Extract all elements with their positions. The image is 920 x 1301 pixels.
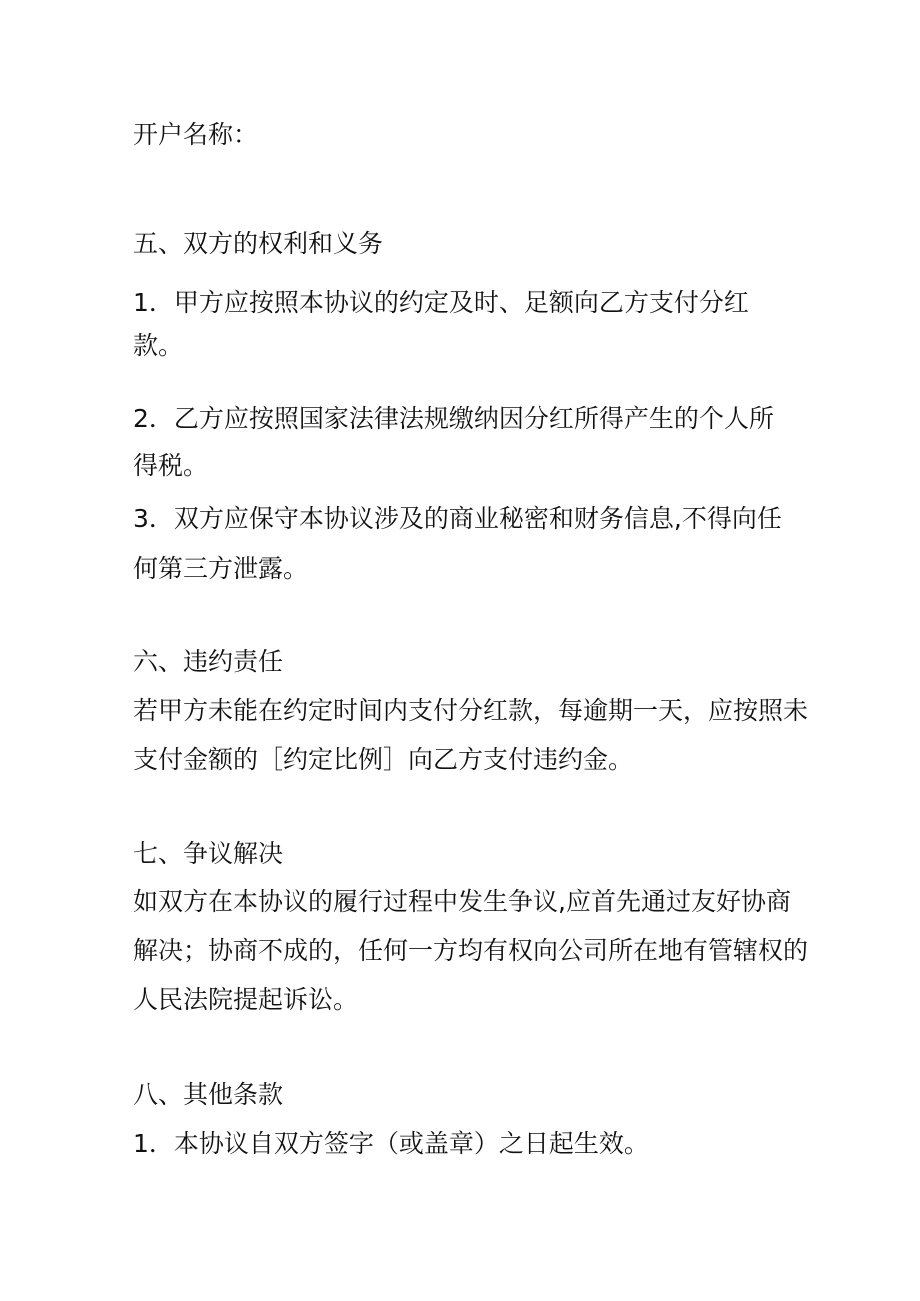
section-8-item-1-line-1: 1．本协议自双方签字（或盖章）之日起生效。 <box>133 1129 649 1158</box>
section-5-item-2-line-1: 2．乙方应按照国家法律法规缴纳因分红所得产生的个人所 <box>133 404 774 433</box>
section-6-heading: 六、违约责任 <box>133 647 284 676</box>
section-5-item-3-line-1: 3．双方应保守本协议涉及的商业秘密和财务信息,不得向任 <box>133 504 782 533</box>
section-6-paragraph-line-2: 支付金额的［约定比例］向乙方支付违约金。 <box>133 745 634 774</box>
section-5-heading: 五、双方的权利和义务 <box>133 229 384 258</box>
section-7-heading: 七、争议解决 <box>133 839 284 868</box>
account-name-label: 开户名称： <box>133 120 259 149</box>
section-5-item-1-line-1: 1．甲方应按照本协议的约定及时、足额向乙方支付分红 <box>133 288 749 317</box>
section-5-item-2-line-2: 得税。 <box>133 451 209 480</box>
section-7-paragraph-line-3: 人民法院提起诉讼。 <box>133 985 359 1014</box>
section-5-item-1-line-2: 款。 <box>133 331 184 360</box>
section-6-paragraph-line-1: 若甲方未能在约定时间内支付分红款，每逾期一天，应按照未 <box>133 696 809 725</box>
section-5-item-3-line-2: 何第三方泄露。 <box>133 554 309 583</box>
section-7-paragraph-line-2: 解决；协商不成的，任何一方均有权向公司所在地有管辖权的 <box>133 936 809 965</box>
section-8-heading: 八、其他条款 <box>133 1080 284 1109</box>
section-7-paragraph-line-1: 如双方在本协议的履行过程中发生争议,应首先通过友好协商 <box>133 887 791 916</box>
